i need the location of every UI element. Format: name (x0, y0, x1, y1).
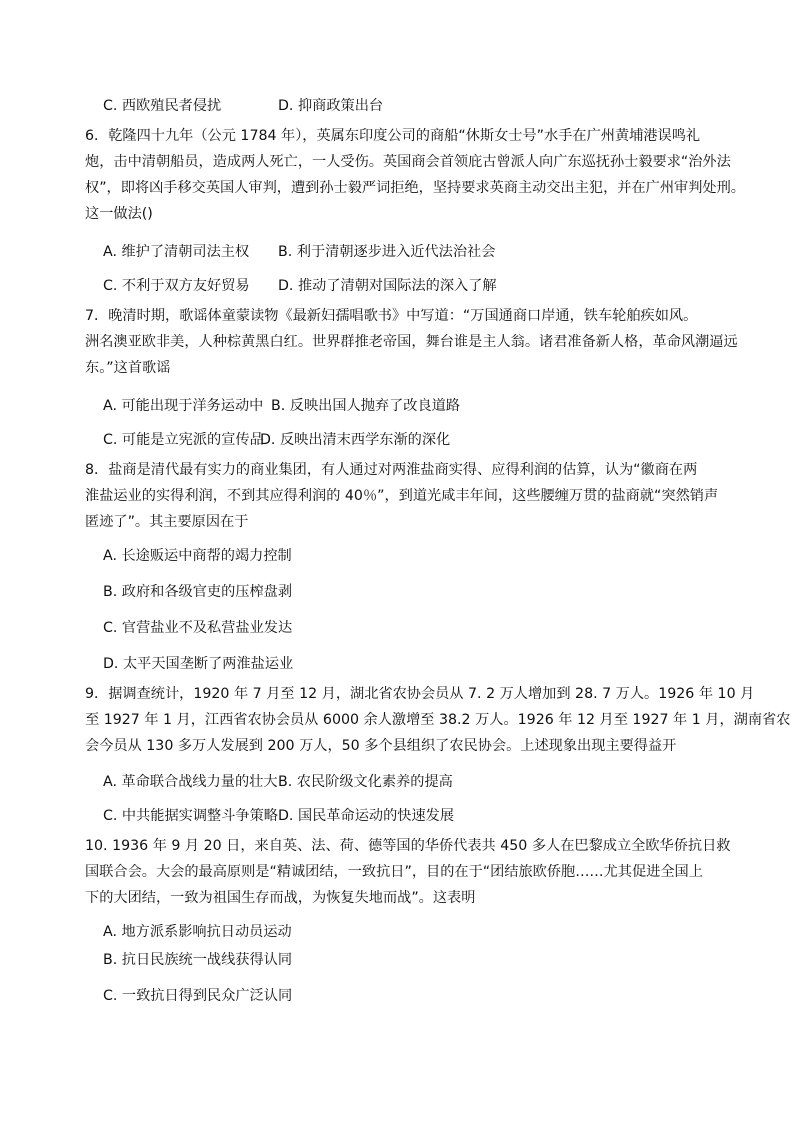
q9-stem-line-3: 会今员从 130 多万人发展到 200 万人，50 多个县组织了农民协会。上述现象出现主要得益开 (85, 738, 677, 754)
q6-stem-line-2: 炮，击中清朝船员，造成两人死亡，一人受伤。英国商会首领庇古曾派人向广东巡抚孙士毅要求“治外法 (85, 154, 731, 170)
q6-stem-line-3: 权”，即将凶手移交英国人审判，遭到孙士毅严词拒绝，坚持要求英商主动交出主犯，并在广州审判处刑。 (85, 180, 745, 196)
q6-stem-line-4: 这一做法() (85, 206, 153, 222)
q9-stem-line-2: 至 1927 年 1 月，江西省农协会员从 6000 余人激增至 38.2 万人。1926 年 12 月至 1927 年 1 月，湖南省农 (85, 712, 791, 728)
q6-options-row-2 (103, 276, 497, 296)
q8-option-c: C. 官营盐业不及私营盐业发达 (103, 620, 293, 636)
q7-option-a: A. 可能出现于洋务运动中 (103, 398, 264, 414)
q8-stem-line-3: 匿迹了”。其主要原因在于 (85, 514, 249, 530)
q6-option-d: D. 推动了清朝对国际法的深入了解 (278, 278, 497, 294)
q7-option-b: B. 反映出国人抛弃了改良道路 (271, 398, 461, 414)
q10-stem-line-3: 下的大团结，一致为祖国生存而战，为恢复失地而战”。这表明 (85, 890, 476, 906)
q7-options-row-1 (103, 396, 461, 416)
q9-options-row-2 (103, 806, 455, 826)
q7-stem-line-1: 7．晚清时期，歌谣体童蒙读物《最新妇孺唱歌书》中写道：“万国通商口岸通，铁车轮舶疾如风。 (85, 308, 698, 324)
q9-options-row-1 (103, 772, 453, 792)
q9-stem-line-1: 9．据调查统计，1920 年 7 月至 12 月，湖北省农协会员从 7. 2 万人增加到 28. 7 万人。1926 年 10 月 (85, 686, 755, 702)
q9-option-d: D. 国民革命运动的快速发展 (278, 808, 455, 824)
q8-option-b: B. 政府和各级官吏的压榨盘剥 (103, 584, 293, 600)
q7-options-row-2 (103, 430, 451, 450)
q8-option-a: A. 长途贩运中商帮的竭力控制 (103, 548, 292, 564)
q6-option-a: A. 维护了清朝司法主权 (103, 244, 250, 260)
q9-option-a: A. 革命联合战线力量的壮大 (103, 774, 278, 790)
q7-option-c: C. 可能是立宪派的宣传品 (103, 432, 264, 448)
q7-stem-line-2: 洲名澳亚欧非美，人种棕黄黑白红。世界群推老帝国，舞台谁是主人翁。诸君准备新人格，革命风潮逼远 (85, 334, 738, 350)
q5-option-d: D. 抑商政策出台 (278, 98, 384, 114)
q8-stem-line-1: 8．盐商是清代最有实力的商业集团，有人通过对两淮盐商实得、应得利润的估算，认为“徽商在两 (85, 462, 698, 478)
q10-stem-line-1: 10. 1936 年 9 月 20 日，来自英、法、荷、德等国的华侨代表共 450 多人在巴黎成立全欧华侨抗日救 (85, 838, 731, 854)
q9-option-c: C. 中共能据实调整斗争策略 (103, 808, 278, 824)
q6-option-c: C. 不利于双方友好贸易 (103, 278, 250, 294)
q6-stem-line-1: 6．乾隆四十九年（公元 1784 年），英属东印度公司的商船“休斯女士号”水手在广州黄埔港误鸣礼 (85, 128, 701, 144)
q6-option-b: B. 利于清朝逐步进入近代法治社会 (278, 244, 496, 260)
q10-option-a: A. 地方派系影响抗日动员运动 (103, 924, 292, 940)
q7-stem-line-3: 东。”这首歌谣 (85, 360, 171, 376)
q8-option-d: D. 太平天国垄断了两淮盐运业 (103, 656, 294, 672)
q6-options-row-1 (103, 242, 496, 262)
q8-stem-line-2: 淮盐运业的实得利润，不到其应得利润的 40％”，到道光咸丰年间，这些腰缠万贯的盐商就“突然销声 (85, 488, 719, 504)
q7-option-d: D. 反映出清末西学东渐的深化 (260, 432, 451, 448)
q9-option-b: B. 农民阶级文化素养的提高 (278, 774, 453, 790)
q10-option-b: B. 抗日民族统一战线获得认同 (103, 952, 293, 968)
q10-option-c: C. 一致抗日得到民众广泛认同 (103, 988, 293, 1004)
q5-option-c: C. 西欧殖民者侵扰 (103, 98, 222, 114)
q5-options-row (103, 96, 384, 116)
q10-stem-line-2: 国联合会。大会的最高原则是“精诚团结，一致抗日”，目的在于“团结旅欧侨胞……尤其促进全国上 (85, 864, 703, 880)
